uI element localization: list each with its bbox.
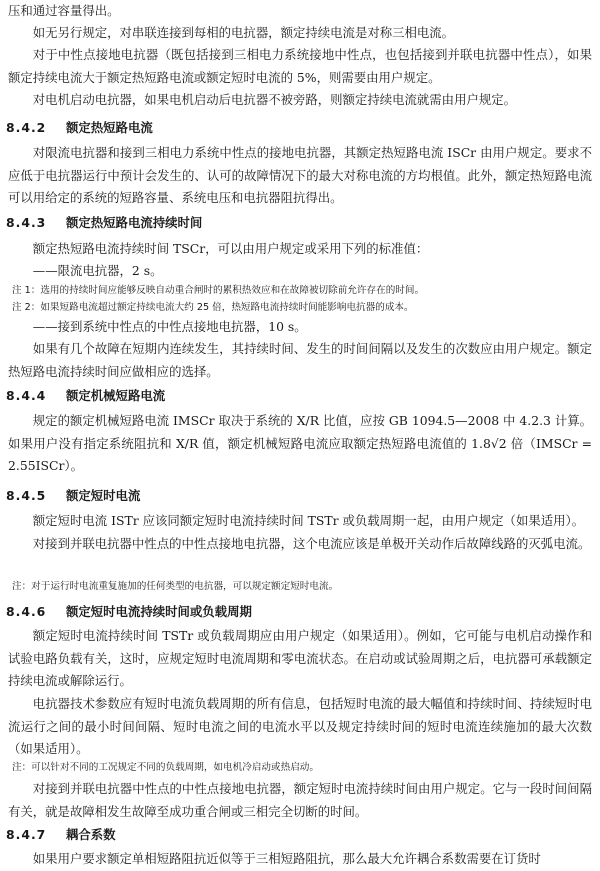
note-1: 注 1：选用的持续时间应能够反映自动重合闸时的累积热效应和在故障被切除前允许存在的时间。 xyxy=(12,285,425,296)
paragraph-8-4-6-c: 对接到并联电抗器中性点的中性点接地电抗器，额定短时电流持续时间由用户规定。它与一段时间间隔有关，就是故障相发生故障至成功重合闸或三相完全切断的时间。 xyxy=(8,781,592,819)
section-heading-8-4-4 xyxy=(6,387,165,405)
paragraph-series-reactor: 如无另行规定，对串联连接到每相的电抗器，额定持续电流是对称三相电流。 xyxy=(32,25,455,40)
paragraph-8-4-5-a: 额定短时电流 ISTr 应该同额定短时电流持续时间 TSTr 或负载周期一起，由用户规定（如果适用）。 xyxy=(32,513,585,528)
paragraph-motor-starting: 对电机启动电抗器，如果电机启动后电抗器不被旁路，则额定持续电流就需由用户规定。 xyxy=(32,92,517,107)
paragraph-8-4-6-b: 电抗器技术参数应有短时电流负载周期的所有信息，包括短时电流的最大幅值和持续时间、持续短时电流运行之间的最小时间间隔、短时电流之间的电流水平以及规定持续时间的短时电流连续施加的最大次数（如果适用）。 xyxy=(8,696,592,756)
section-heading-8-4-5 xyxy=(6,487,140,505)
list-item-neutral-grounding: ——接到系统中性点的中性点接地电抗器，10 s。 xyxy=(32,319,307,334)
section-title: 额定短时电流 xyxy=(66,488,141,503)
section-number: 8.4.6 xyxy=(6,604,47,619)
section-heading-8-4-7 xyxy=(6,826,116,844)
section-number: 8.4.4 xyxy=(6,388,47,403)
paragraph-8-4-7: 如果用户要求额定单相短路阻抗近似等于三相短路阻抗，那么最大允许耦合系数需要在订货时 xyxy=(32,851,541,866)
paragraph-continuation: 压和通过容量得出。 xyxy=(8,3,120,18)
section-title: 额定机械短路电流 xyxy=(66,388,166,403)
section-heading-8-4-3 xyxy=(6,214,202,232)
section-title: 额定短时电流持续时间或负载周期 xyxy=(66,604,252,619)
paragraph-8-4-4: 规定的额定机械短路电流 IMSCr 取决于系统的 X/R 比值，应按 GB 1094.5—2008 中 4.2.3 计算。如果用户没有指定系统阻抗和 X/R 值，额定机械短路电流应取额定热短路电流值的 1.8√2 倍（IMSCr = 2.55ISCr）。 xyxy=(8,413,593,473)
paragraph-8-4-3-intro: 额定热短路电流持续时间 TSCr，可以由用户规定或采用下列的标准值： xyxy=(32,241,429,256)
section-number: 8.4.2 xyxy=(6,120,47,135)
paragraph-8-4-3-body: 如果有几个故障在短期内连续发生，其持续时间、发生的时间间隔以及发生的次数应由用户规定。额定热短路电流持续时间应做相应的选择。 xyxy=(8,341,592,379)
section-title: 耦合系数 xyxy=(66,827,116,842)
note-2: 注 2：如果短路电流超过额定持续电流大约 25 倍，热短路电流持续时间能影响电抗器的成本。 xyxy=(12,302,414,313)
section-title: 额定热短路电流持续时间 xyxy=(66,215,203,230)
paragraph-8-4-5-b: 对接到并联电抗器中性点的中性点接地电抗器，这个电流应该是单极开关动作后故障线路的灭弧电流。 xyxy=(32,536,591,551)
section-number: 8.4.7 xyxy=(6,827,47,842)
paragraph-8-4-2: 对限流电抗器和接到三相电力系统中性点的接地电抗器，其额定热短路电流 ISCr 由用户规定。要求不应低于电抗器运行中预计会发生的、认可的故障情况下的最大对称电流的方均根值。此外，额定热短路电流可以用给定的系统的短路容量、系统电压和电抗器阻抗得出。 xyxy=(8,145,592,205)
paragraph-neutral-grounding: 对于中性点接地电抗器（既包括接到三相电力系统接地中性点，也包括接到并联电抗器中性点），如果额定持续电流大于额定热短路电流或额定短时电流的 5%，则需要由用户规定。 xyxy=(8,47,592,85)
section-heading-8-4-6 xyxy=(6,603,252,621)
note: 注：对于运行时电流重复施加的任何类型的电抗器，可以规定额定短时电流。 xyxy=(12,581,339,592)
section-number: 8.4.5 xyxy=(6,488,47,503)
list-item-current-limiting: ——限流电抗器，2 s。 xyxy=(32,263,163,278)
section-heading-8-4-2 xyxy=(6,119,153,137)
note: 注：可以针对不同的工况规定不同的负载周期，如电机冷启动或热启动。 xyxy=(12,762,319,773)
section-number: 8.4.3 xyxy=(6,215,47,230)
section-title: 额定热短路电流 xyxy=(66,120,153,135)
paragraph-8-4-6-a: 额定短时电流持续时间 TSTr 或负载周期应由用户规定（如果适用）。例如，它可能与电机启动操作和试验电路负载有关，这时，应规定短时电流周期和零电流状态。在启动或试验周期之后，电抗器可承载额定持续电流或解除运行。 xyxy=(8,628,592,688)
